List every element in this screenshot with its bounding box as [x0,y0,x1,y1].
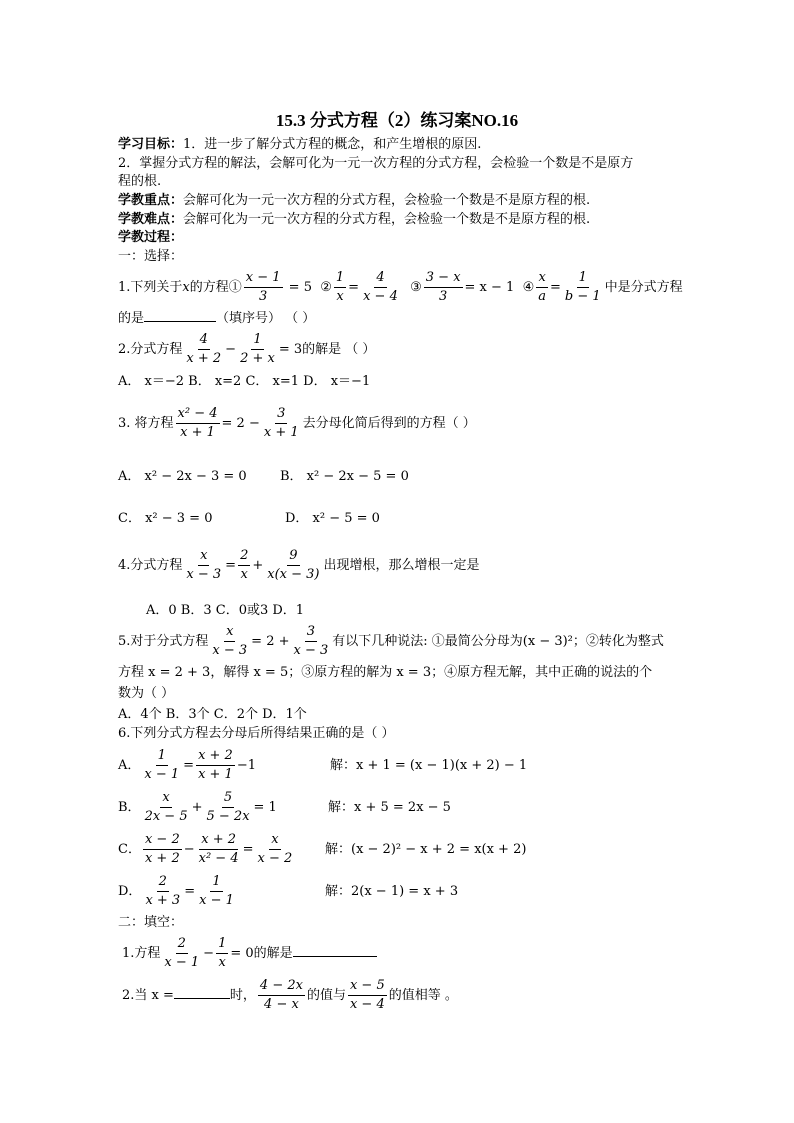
learning-goals-3: 程的根. [118,174,162,189]
question-3-option-c: C． x² − 3 = 0 [118,511,213,526]
question-5-options: A．4个 B．3个 C．2个 D．1个 [118,707,307,722]
question-6-solution-a: 解：x + 1 = (x − 1)(x + 2) − 1 [330,758,528,773]
question-6-solution-b: 解：x + 5 = 2x − 5 [328,800,451,815]
question-3-option-b: B． x² − 2x − 5 = 0 [280,469,409,484]
learning-goals: 学习目标：1．进一步了解分式方程的概念，和产生增根的原因. [118,137,482,152]
difficult-point: 学教难点：会解可化为一元一次方程的分式方程，会检验一个数是不是原方程的根. [118,212,591,227]
question-6-solution-c: 解：(x − 2)² − x + 2 = x(x + 2) [325,842,527,857]
question-2-options: A． x＝−2 B． x=2 C． x=1 D． x＝−1 [118,374,371,389]
page-title: 15.3 分式方程（2）练习案NO.16 [275,111,519,130]
section-choice: 一：选择： [118,249,184,264]
question-5-line3: 数为（ ） [118,686,175,701]
question-6-option-b: B． $\frac{x}{2x - 5}$ + $\frac{5}{5 - 2x}$ = 1 [118,790,277,824]
fill-1: 1.方程 $\frac{2}{x - 1}$ − $\frac{1}{x}$ = 0的解是 [122,934,377,974]
key-point: 学教重点：会解可化为一元一次方程的分式方程，会检验一个数是不是原方程的根. [118,193,591,208]
question-5-line2: 方程 x = 2 + 3，解得 x = 5；③原方程的解为 x = 3；④原方程无解，其中正确的说法的个 [118,665,653,680]
question-6-option-c: C． $\frac{x - 2}{x + 2}$ − $\frac{x + 2}{\text{x² − 4}}$ = $\frac{x}{x - 2}$ [118,832,293,866]
question-6: 6.下列分式方程去分母后所得结果正确的是（ ） [118,726,395,741]
question-3-option-d: D． x² − 5 = 0 [285,511,380,526]
question-3: 3. 将方程 $\frac{\text{x² − 4}}{x + 1}$ = 2 − $\frac{3}{x + 1}$ 去分母化简后得到的方程（ ） [118,406,476,440]
question-6-solution-d: 解：2(x − 1) = x + 3 [325,884,459,899]
question-6-option-d: D． $\frac{2}{x + 3}$ = $\frac{1}{x - 1}$ [118,874,234,908]
question-5: 5.对于分式方程 $\frac{x}{x - 3}$ = 2 + $\frac{3}{x - 3}$ 有以下几种说法: ①最简公分母为(x − 3)²；②转化为整式 [118,624,664,658]
question-3-option-a: A． x² − 2x − 3 = 0 [118,469,247,484]
question-1: 1.下列关于x的方程① $\frac{x - 1}{3}$ = 5 ② $\frac{1}{x}$ = $\frac{4}{x - 4}$ ③ $\frac{3 - x}{3}$ = x − 1 ④ $\frac{x}{a}$ = $\frac{1}{b - 1}$ 中是分式方程 [118,270,683,304]
question-4-options: A．0 B．3 C．0或3 D．1 [146,603,305,618]
question-4: 4.分式方程 $\frac{x}{x - 3}$ = $\frac{2}{x}$ + $\frac{9}{x(x - 3)}$ 出现增根，那么增根一定是 [118,548,480,582]
fill-2: 2.当 x = 时， $\frac{4 - 2x}{4 - x}$ 的值与 $\frac{x - 5}{x - 4}$ 的值相等 。 [122,978,458,1012]
process-label: 学教过程： [118,230,184,245]
learning-goals-2: 2．掌握分式方程的解法，会解可化为一元一次方程的分式方程，会检验一个数是不是原方 [118,156,634,171]
question-1-answer: 的是 （填序号） （ ） [118,311,316,326]
question-6-option-a: A． $\frac{1}{x - 1}$ = $\frac{x + 2}{x + 1}$ −1 [118,748,256,782]
section-fill: 二：填空： [118,915,184,930]
question-2: 2.分式方程 $\frac{4}{x + 2}$ − $\frac{1}{2 + x}$ = 3的解是 （ ） [118,332,376,366]
